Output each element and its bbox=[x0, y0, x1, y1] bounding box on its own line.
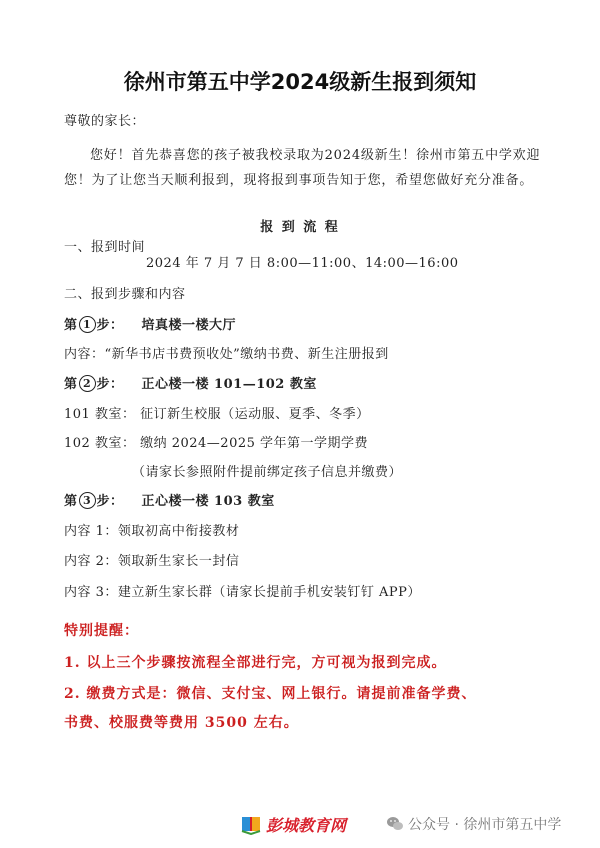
section-steps-heading: 二、报到步骤和内容 bbox=[64, 287, 186, 302]
step-3-heading: 第 3 步： 正心楼一楼 103 教室 bbox=[64, 494, 275, 509]
step-2-room-102: 102 教室： 缴纳 2024—2025 学年第一学期学费 bbox=[64, 436, 369, 451]
reminder-2a: 2. 缴费方式是：微信、支付宝、网上银行。请提前准备学费、 bbox=[64, 686, 477, 702]
flow-heading: 报 到 流 程 bbox=[260, 220, 340, 235]
step-3-content-1: 内容 1：领取初高中衔接教材 bbox=[64, 524, 240, 539]
section-time-heading: 一、报到时间 bbox=[64, 240, 146, 255]
step-2-room-101: 101 教室： 征订新生校服（运动服、夏季、冬季） bbox=[64, 407, 370, 422]
report-time: 2024 年 7 月 7 日 8:00—11:00、14:00—16:00 bbox=[146, 256, 459, 271]
step-1-content: 内容：“新华书店书费预收处”缴纳书费、新生注册报到 bbox=[64, 347, 389, 362]
footer-watermark bbox=[240, 812, 561, 836]
step-3-content-3: 内容 3：建立新生家长群（请家长提前手机安装钉钉 APP） bbox=[64, 585, 421, 600]
step-1-heading: 第 1 步： 培真楼一楼大厅 bbox=[64, 318, 237, 333]
step-2-note: （请家长参照附件提前绑定孩子信息并缴费） bbox=[132, 465, 403, 480]
intro-paragraph: 您好！首先恭喜您的孩子被我校录取为2024级新生！徐州市第五中学欢迎您！为了让您当天顺利报到，现将报到事项告知于您，希望您做好充分准备。 bbox=[64, 148, 541, 188]
reminder-1: 1. 以上三个步骤按流程全部进行完，方可视为报到完成。 bbox=[64, 655, 447, 671]
page-title: 徐州市第五中学2024级新生报到须知 bbox=[123, 70, 477, 94]
step-2-heading: 第 2 步： 正心楼一楼 101—102 教室 bbox=[64, 377, 317, 392]
wechat-icon bbox=[386, 815, 404, 833]
reminder-2b: 书费、校服费等费用 3500 左右。 bbox=[64, 715, 299, 731]
book-logo-icon bbox=[240, 813, 262, 835]
account-name: 公众号 · 徐州市第五中学 bbox=[408, 817, 562, 833]
greeting: 尊敬的家长： bbox=[64, 114, 146, 129]
logo-text: 彭城教育网 bbox=[266, 815, 347, 835]
reminder-title: 特别提醒： bbox=[64, 623, 139, 639]
step-3-content-2: 内容 2：领取新生家长一封信 bbox=[64, 554, 240, 569]
